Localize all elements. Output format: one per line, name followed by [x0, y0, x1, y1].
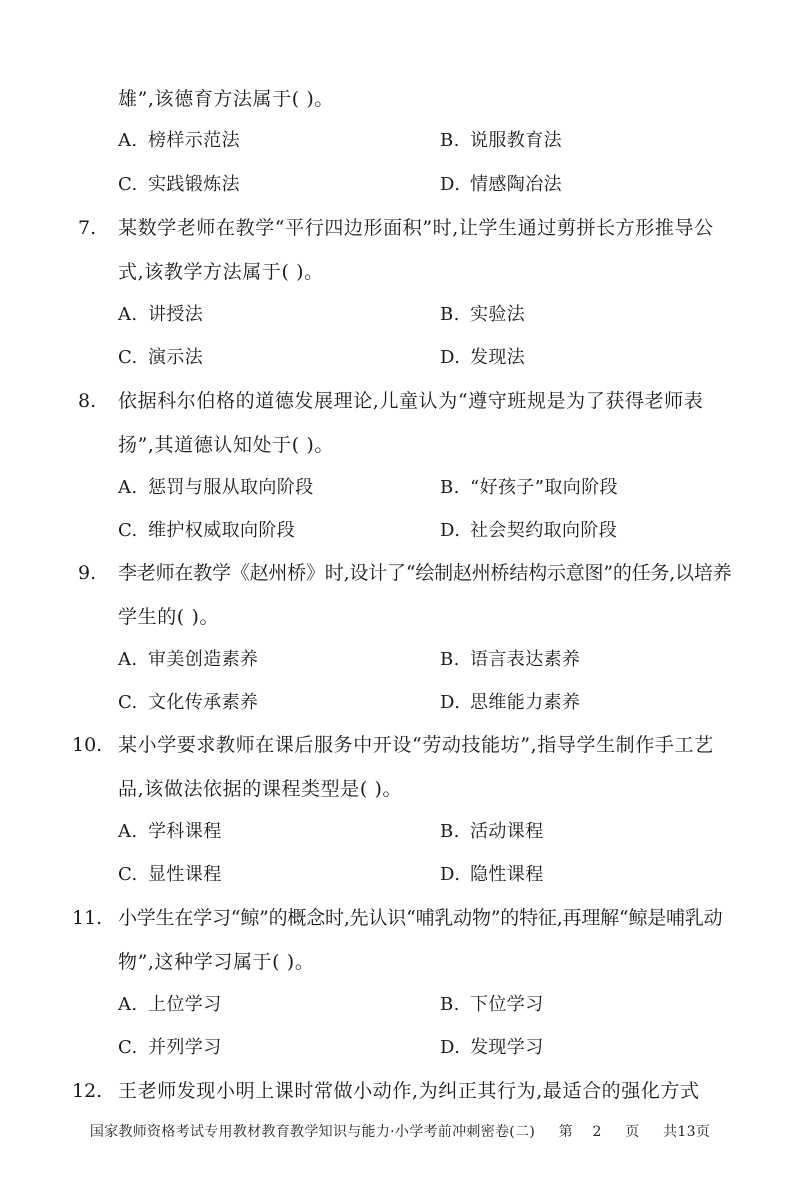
- option-d: D. 思维能力素养: [440, 692, 581, 713]
- option-d: D. 社会契约取向阶段: [440, 520, 618, 541]
- question-stem-line-2: 物”,这种学习属于( )。: [118, 951, 315, 973]
- footer-total-pages: 共13页: [663, 1124, 711, 1140]
- question-stem-line-2: 扬”,其道德认知处于( )。: [118, 434, 335, 456]
- question-number: 7.: [78, 217, 97, 239]
- option-d: D. 发现法: [440, 347, 526, 368]
- question-stem-line-2: 品,该做法依据的课程类型是( )。: [118, 778, 403, 800]
- question-6-option-a: A. 榜样示范法: [118, 130, 240, 151]
- question-6-option-b: B. 说服教育法: [440, 130, 562, 151]
- option-b: B. “好孩子”取向阶段: [440, 477, 619, 498]
- option-b: B. 下位学习: [440, 994, 544, 1015]
- option-b: B. 实验法: [440, 304, 526, 325]
- question-6-stem-tail: 雄”,该德育方法属于( )。: [118, 88, 335, 110]
- question-stem-line-2: 式,该教学方法属于( )。: [118, 261, 324, 283]
- option-c: C. 演示法: [118, 347, 204, 368]
- option-b: B. 语言表达素养: [440, 649, 581, 670]
- option-b: B. 活动课程: [440, 821, 544, 842]
- question-stem-line-1: 王老师发现小明上课时常做小动作,为纠正其行为,最适合的强化方式: [118, 1080, 700, 1102]
- question-number: 12.: [72, 1080, 103, 1102]
- option-a: A. 上位学习: [118, 994, 222, 1015]
- option-d: D. 隐性课程: [440, 864, 544, 885]
- option-d: D. 发现学习: [440, 1037, 544, 1058]
- footer-title: 国家教师资格考试专用教材教育教学知识与能力·小学考前冲刺密卷(二): [89, 1124, 536, 1140]
- question-stem-line-1: 某数学老师在教学“平行四边形面积”时,让学生通过剪拼长方形推导公: [118, 217, 714, 239]
- option-a: A. 学科课程: [118, 821, 222, 842]
- question-6-option-d: D. 情感陶冶法: [440, 174, 562, 195]
- option-a: A. 惩罚与服从取向阶段: [118, 477, 314, 498]
- option-c: C. 文化传承素养: [118, 692, 259, 713]
- question-stem-line-2: 学生的( )。: [118, 606, 220, 628]
- option-a: A. 审美创造素养: [118, 649, 259, 670]
- footer-page-unit: 页: [625, 1124, 640, 1140]
- question-number: 9.: [78, 562, 97, 584]
- question-6-option-c: C. 实践锻炼法: [118, 174, 240, 195]
- question-number: 10.: [72, 734, 103, 756]
- question-number: 8.: [78, 390, 97, 412]
- question-number: 11.: [72, 907, 103, 929]
- question-stem-line-1: 依据科尔伯格的道德发展理论,儿童认为“遵守班规是为了获得老师表: [118, 390, 704, 412]
- option-c: C. 维护权威取向阶段: [118, 520, 296, 541]
- footer-page-label: 第: [558, 1124, 573, 1140]
- footer-page-number: 2: [592, 1124, 602, 1140]
- question-stem-line-1: 某小学要求教师在课后服务中开设“劳动技能坊”,指导学生制作手工艺: [118, 734, 714, 756]
- option-a: A. 讲授法: [118, 304, 204, 325]
- question-stem-line-1: 李老师在教学《赵州桥》时,设计了“绘制赵州桥结构示意图”的任务,以培养: [118, 562, 732, 584]
- option-c: C. 显性课程: [118, 864, 222, 885]
- page-footer: [0, 1122, 800, 1142]
- question-stem-line-1: 小学生在学习“鲸”的概念时,先认识“哺乳动物”的特征,再理解“鲸是哺乳动: [118, 907, 723, 929]
- option-c: C. 并列学习: [118, 1037, 222, 1058]
